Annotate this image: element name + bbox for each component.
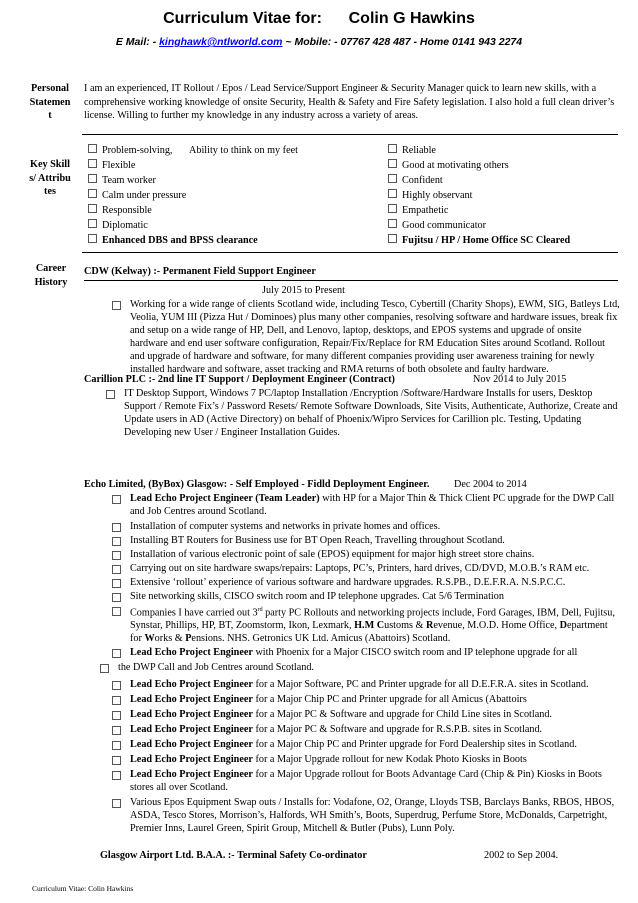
- divider: [82, 252, 618, 253]
- job-bullet-echo: Lead Echo Project Engineer for a Major Upgrade rollout for Boots Advantage Card (Chip & Pin) Kiosks in Boots stores all over Scotland.: [112, 768, 618, 794]
- skill-item-extra: Ability to think on my feet: [189, 145, 298, 156]
- checkbox-icon: [112, 301, 121, 310]
- skill-item: Team worker: [88, 174, 156, 188]
- job-date-cdw: July 2015 to Present: [262, 285, 345, 296]
- skill-item: Good at motivating others: [388, 159, 509, 173]
- job-bullet-echo: Lead Echo Project Engineer for a Major PC & Software and upgrade for R.S.P.B. sites in Scotland.: [112, 723, 618, 736]
- contact-line: [0, 36, 638, 48]
- cv-title: [0, 10, 638, 28]
- skill-item: Problem-solving,: [88, 144, 172, 158]
- job-bullet-echo: Lead Echo Project Engineer for a Major Upgrade rollout for new Kodak Photo Kiosks in Boots: [112, 753, 618, 766]
- skill-item: Fujitsu / HP / Home Office SC Cleared: [388, 234, 570, 248]
- checkbox-icon: [88, 174, 97, 183]
- checkbox-icon: [88, 204, 97, 213]
- job-bullet-echo: Various Epos Equipment Swap outs / Installs for: Vodafone, O2, Orange, Lloyds TSB, Barclays Banks, RBOS, HBOS, ASDA, Tesco Stores, Morrison’s, Halfords, WH Smith’s, Boots, Superdrug, Perfume Store, McDonalds, Carpetright, Premier Inns, Laurel Green, Spirit Group, Mitchell & Butler (Pubs), Lunn Poly.: [112, 796, 618, 835]
- phone-numbers: ~ Mobile: - 07767 428 487 - Home 0141 943 2274: [282, 36, 523, 48]
- job-title-airport: Glasgow Airport Ltd. B.A.A. :- Terminal Safety Co-ordinator: [100, 850, 367, 861]
- job-title-cdw: CDW (Kelway) :- Permanent Field Support Engineer: [84, 265, 618, 281]
- checkbox-icon: [388, 234, 397, 243]
- skill-item: Reliable: [388, 144, 436, 158]
- job-bullet-echo: Carrying out on site hardware swaps/repairs: Laptops, PC’s, Printers, hard drives, CD/DVD, M.O.B.’s RAM etc.: [112, 562, 618, 575]
- email-label: E Mail: -: [115, 36, 160, 48]
- skill-item: Calm under pressure: [88, 189, 186, 203]
- job-title-carillion: Carillion PLC :- 2nd line IT Support / Deployment Engineer (Contract): [84, 374, 395, 385]
- cv-name: Colin G Hawkins: [348, 10, 475, 27]
- job-date-carillion: Nov 2014 to July 2015: [473, 374, 567, 385]
- checkbox-icon: [388, 204, 397, 213]
- job-bullet-echo: Lead Echo Project Engineer for a Major Software, PC and Printer upgrade for all D.E.F.R.A. sites in Scotland.: [112, 678, 618, 691]
- job-bullet-echo: Lead Echo Project Engineer for a Major Chip PC and Printer upgrade for all Amicus (Abattoirs: [112, 693, 618, 706]
- career-label: Career History: [34, 263, 68, 288]
- checkbox-icon: [112, 741, 121, 750]
- checkbox-icon: [388, 159, 397, 168]
- statement-label: Personal Statement: [29, 83, 71, 121]
- checkbox-icon: [112, 696, 121, 705]
- checkbox-icon: [388, 219, 397, 228]
- checkbox-icon: [112, 607, 121, 616]
- skill-item: Flexible: [88, 159, 135, 173]
- job-bullet-echo: Lead Echo Project Engineer (Team Leader) with HP for a Major Thin & Thick Client PC upgrade for the DWP Call and Job Centres around Scotland.: [112, 492, 618, 518]
- checkbox-icon: [112, 495, 121, 504]
- checkbox-icon: [100, 664, 109, 673]
- checkbox-icon: [88, 159, 97, 168]
- job-bullet-echo: the DWP Call and Job Centres around Scotland.: [100, 661, 618, 674]
- divider: [82, 134, 618, 135]
- checkbox-icon: [388, 189, 397, 198]
- checkbox-icon: [112, 681, 121, 690]
- checkbox-icon: [112, 537, 121, 546]
- checkbox-icon: [112, 756, 121, 765]
- checkbox-icon: [88, 219, 97, 228]
- job-date-airport: 2002 to Sep 2004.: [484, 850, 559, 861]
- job-bullet-echo: Lead Echo Project Engineer with Phoenix for a Major CISCO switch room and IP telephone upgrade for all: [112, 646, 618, 659]
- skill-item: Empathetic: [388, 204, 448, 218]
- job-date-echo: Dec 2004 to 2014: [454, 479, 527, 490]
- job-bullet-echo: Lead Echo Project Engineer for a Major Chip PC and Printer upgrade for Ford Dealership sites in Scotland.: [112, 738, 618, 751]
- job-bullet-echo: Site networking skills, CISCO switch room and IP telephone upgrades. Cat 5/6 Termination: [112, 590, 618, 603]
- job-bullet-carillion: IT Desktop Support, Windows 7 PC/laptop Installation /Encryption /Software/Hardware Installs for users, Desktop Support / Remote Fix’s / Password Resets/ Remote Software Downloads, Site Visits, Authenticate, Authorize, Create and Update users in AD (Active Directory) on behalf of Phoenix/Wipro Services for Carillion plc. Testing, Updating Developing new User / Engineer Installation Guides.: [106, 387, 620, 439]
- skill-item: Responsible: [88, 204, 152, 218]
- checkbox-icon: [112, 551, 121, 560]
- job-title-echo: Echo Limited, (ByBox) Glasgow: - Self Employed - Fidld Deployment Engineer.: [84, 479, 430, 490]
- skill-item: Confident: [388, 174, 443, 188]
- checkbox-icon: [388, 174, 397, 183]
- job-bullet-cdw: Working for a wide range of clients Scotland wide, including Tesco, Cybertill (Charity Shops), EWM, SIG, Batleys Ltd, Veolia, YUM III (Pizza Hut / Dominoes) plus many other companies, resolving software and hardware issues, break fix and setup on a wide range of HP, Dell, and Lenovo, laptop, desktops, and EPOS systems and upgrade of onsite hardware and end user software configuration, Repair/Fix/Replace for RM Education Sites around Scotland. Rollout and upgrade of hardware and software, for many different companies providing user awareness training for newly installed hardware and software, asset tracking and RMA returns of both obsolete and faulty hardware.: [112, 298, 620, 376]
- checkbox-icon: [112, 771, 121, 780]
- checkbox-icon: [88, 144, 97, 153]
- checkbox-icon: [88, 234, 97, 243]
- checkbox-icon: [112, 711, 121, 720]
- job-bullet-echo: Extensive ‘rollout’ experience of various software and hardware upgrades. R.S.PB., D.E.F.R.A. N.S.P.C.C.: [112, 576, 618, 589]
- checkbox-icon: [112, 649, 121, 658]
- skill-item: Highly observant: [388, 189, 472, 203]
- job-bullet-echo: Installation of computer systems and networks in private homes and offices.: [112, 520, 618, 533]
- page-footer: Curriculum Vitae: Colin Hawkins: [32, 884, 134, 893]
- checkbox-icon: [112, 593, 121, 602]
- skill-item: Good communicator: [388, 219, 486, 233]
- checkbox-icon: [112, 565, 121, 574]
- checkbox-icon: [88, 189, 97, 198]
- cv-title-prefix: Curriculum Vitae for:: [163, 10, 322, 27]
- skill-item: Diplomatic: [88, 219, 148, 233]
- job-bullet-echo: Installing BT Routers for Business use for BT Open Reach, Travelling throughout Scotland.: [112, 534, 618, 547]
- checkbox-icon: [112, 523, 121, 532]
- email-link[interactable]: kinghawk@ntlworld.com: [159, 36, 283, 48]
- checkbox-icon: [388, 144, 397, 153]
- checkbox-icon: [112, 579, 121, 588]
- job-bullet-echo: Companies I have carried out 3rd party PC Rollouts and networking projects include, Ford Garages, IBM, Dell, Fujitsu, Synstar, Phillips, HP, BT, Zoomstorm, Ikon, Lexmark, H.M Customs & Revenue, M.O.D. Home Office, Department for Works & Pensions. NHS. Getronics UK Ltd. Amicus (Abattoirs) Scotland.: [112, 604, 618, 645]
- job-bullet-echo: Installation of various electronic point of sale (EPOS) equipment for major high street store chains.: [112, 548, 618, 561]
- skills-label: Key Skills/ Attributes: [29, 159, 71, 197]
- checkbox-icon: [112, 726, 121, 735]
- skill-item: Enhanced DBS and BPSS clearance: [88, 234, 258, 248]
- job-bullet-echo: Lead Echo Project Engineer for a Major PC & Software and upgrade for Child Line sites in Scotland.: [112, 708, 618, 721]
- checkbox-icon: [112, 799, 121, 808]
- checkbox-icon: [106, 390, 115, 399]
- statement-text: I am an experienced, IT Rollout / Epos / Lead Service/Support Engineer & Security Manager quick to learn new skills, with a comprehensive working knowledge of onsite Security, Health & Safety and Fire Safety legislation. I also hold a full clean driver’s license. Willing to further my knowledge in any industry across a variety of areas.: [84, 83, 615, 121]
- skills-list: [0, 144, 638, 254]
